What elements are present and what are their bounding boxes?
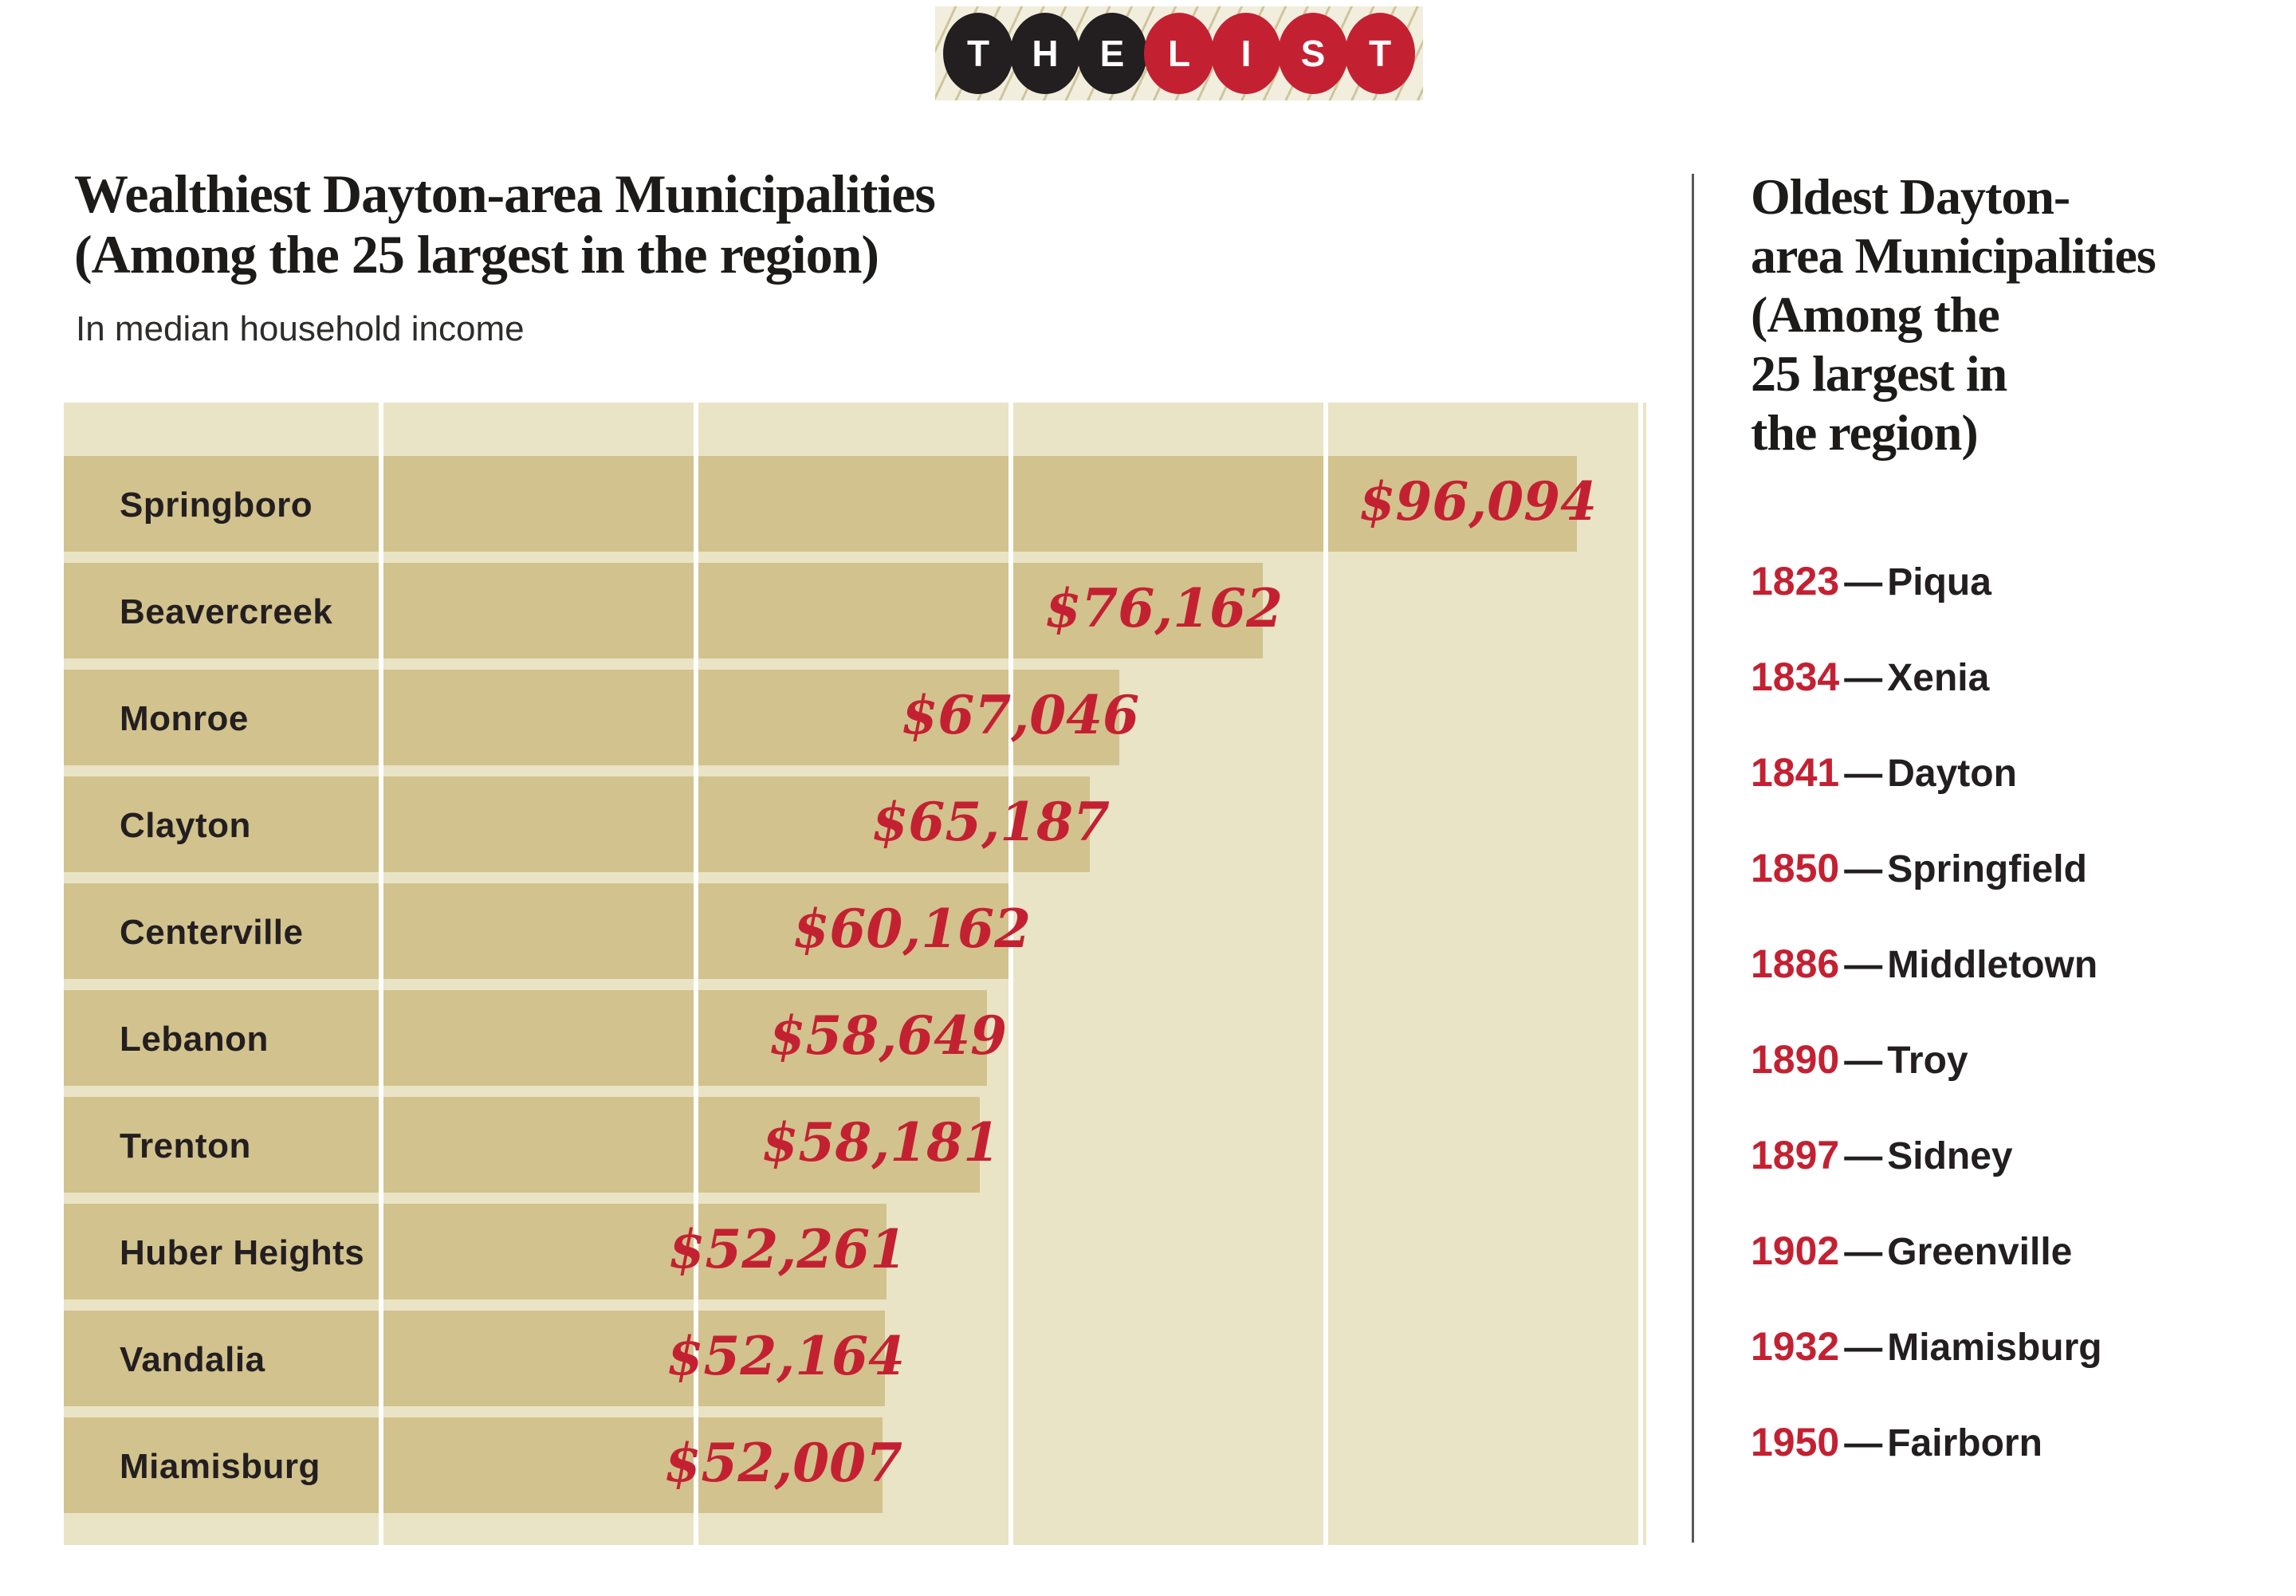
list-name: Springfield	[1887, 848, 2087, 890]
bar-row	[64, 1311, 1646, 1406]
list-name: Fairborn	[1887, 1422, 2042, 1464]
logo-letter-6: S	[1278, 13, 1348, 94]
chart-title	[74, 163, 1270, 285]
list-item	[1751, 1036, 2293, 1132]
list-year: 1902	[1751, 1228, 1840, 1273]
list-year: 1823	[1751, 559, 1840, 603]
bar-row	[64, 1417, 1646, 1513]
bar	[64, 1311, 905, 1406]
logo-letter-3: E	[1077, 13, 1147, 94]
bar-value: $58,181	[761, 1111, 1000, 1173]
bar-label: Trenton	[120, 1126, 251, 1166]
bar-value: $96,094	[1358, 470, 1597, 533]
bar	[64, 990, 1007, 1086]
bar	[64, 456, 1597, 552]
bar	[64, 670, 1139, 765]
list-year: 1850	[1751, 846, 1840, 890]
list-year: 1890	[1751, 1037, 1840, 1082]
divider-rule	[1692, 174, 1694, 1543]
list-name: Middletown	[1887, 944, 2098, 986]
bar-row	[64, 990, 1646, 1086]
bar	[64, 883, 1031, 979]
oldest-title-line2: area Municipalities	[1751, 227, 2156, 284]
list-item	[1751, 654, 2293, 749]
bar-label: Huber Heights	[120, 1233, 365, 1272]
bar-value: $76,162	[1044, 576, 1283, 639]
bar-row	[64, 670, 1646, 765]
bar-label: Lebanon	[120, 1020, 269, 1059]
list-year: 1886	[1751, 941, 1840, 986]
list-dash: —	[1844, 848, 1883, 890]
list-item	[1751, 1323, 2293, 1419]
bar-label: Springboro	[120, 485, 313, 525]
bar-label: Clayton	[120, 806, 251, 845]
gridline-100000	[1638, 403, 1643, 1545]
bar	[64, 1417, 902, 1513]
list-dash: —	[1844, 1040, 1883, 1082]
list-dash: —	[1844, 1327, 1883, 1369]
logo-letter-1: T	[943, 13, 1013, 94]
list-dash: —	[1844, 561, 1883, 603]
bar-value: $52,007	[664, 1431, 902, 1494]
oldest-title	[1751, 167, 2277, 462]
oldest-title-line5: the region)	[1751, 404, 1978, 461]
chart-subtitle: In median household income	[76, 309, 525, 348]
bar-rows	[64, 456, 1646, 1524]
oldest-list	[1751, 558, 2293, 1515]
bar	[64, 776, 1110, 872]
bar-value: $67,046	[901, 683, 1139, 746]
list-dash: —	[1844, 753, 1883, 795]
bar-row	[64, 883, 1646, 979]
list-item	[1751, 558, 2293, 654]
list-item	[1751, 749, 2293, 845]
list-year: 1897	[1751, 1133, 1840, 1177]
list-dash: —	[1844, 1135, 1883, 1177]
list-dash: —	[1844, 1231, 1883, 1273]
list-name: Piqua	[1887, 561, 1991, 603]
gridline-20000	[379, 403, 383, 1545]
list-dash: —	[1844, 1422, 1883, 1464]
logo-letter-7: T	[1345, 13, 1415, 94]
list-year: 1834	[1751, 655, 1840, 699]
bar-label: Centerville	[120, 913, 304, 952]
logo-letter-4: L	[1144, 13, 1214, 94]
list-item	[1751, 1419, 2293, 1515]
list-year: 1950	[1751, 1420, 1840, 1464]
list-name: Sidney	[1887, 1135, 2013, 1177]
bar	[64, 1097, 1000, 1193]
the-list-logo	[935, 6, 1423, 100]
list-item	[1751, 1132, 2293, 1228]
bar-label: Monroe	[120, 699, 249, 738]
list-item	[1751, 845, 2293, 941]
list-name: Troy	[1887, 1040, 1968, 1082]
list-year: 1932	[1751, 1324, 1840, 1369]
gridline-80000	[1323, 403, 1328, 1545]
logo-letter-2: H	[1010, 13, 1080, 94]
bar	[64, 1204, 906, 1299]
oldest-title-line1: Oldest Dayton-	[1751, 168, 2070, 225]
bar-value: $52,261	[668, 1217, 906, 1280]
bar-row	[64, 563, 1646, 658]
logo-letter-5: I	[1211, 13, 1281, 94]
bar-label: Miamisburg	[120, 1447, 320, 1486]
list-dash: —	[1844, 944, 1883, 986]
bar-label: Beavercreek	[120, 592, 333, 631]
list-name: Dayton	[1887, 753, 2017, 795]
bar-value: $60,162	[792, 897, 1031, 960]
list-name: Greenville	[1887, 1231, 2073, 1273]
list-item	[1751, 941, 2293, 1036]
list-item	[1751, 1228, 2293, 1323]
bar-value: $52,164	[666, 1324, 905, 1387]
bar-label: Vandalia	[120, 1340, 265, 1379]
list-name: Xenia	[1887, 657, 1990, 699]
bar-row	[64, 776, 1646, 872]
chart-title-line1: Wealthiest Dayton-area Municipalities	[74, 163, 935, 224]
oldest-title-line3: (Among the	[1751, 286, 1999, 343]
bar-chart-area	[64, 403, 1646, 1545]
gridline-60000	[1008, 403, 1013, 1545]
list-dash: —	[1844, 657, 1883, 699]
oldest-title-line4: 25 largest in	[1751, 345, 2007, 402]
list-year: 1841	[1751, 750, 1840, 795]
bar-value: $58,649	[769, 1004, 1007, 1067]
bar-row	[64, 1097, 1646, 1193]
bar-value: $65,187	[871, 790, 1110, 853]
chart-title-line2: (Among the 25 largest in the region)	[74, 224, 879, 285]
bar-row	[64, 1204, 1646, 1299]
list-name: Miamisburg	[1887, 1327, 2102, 1369]
bar-row	[64, 456, 1646, 552]
bar	[64, 563, 1283, 658]
